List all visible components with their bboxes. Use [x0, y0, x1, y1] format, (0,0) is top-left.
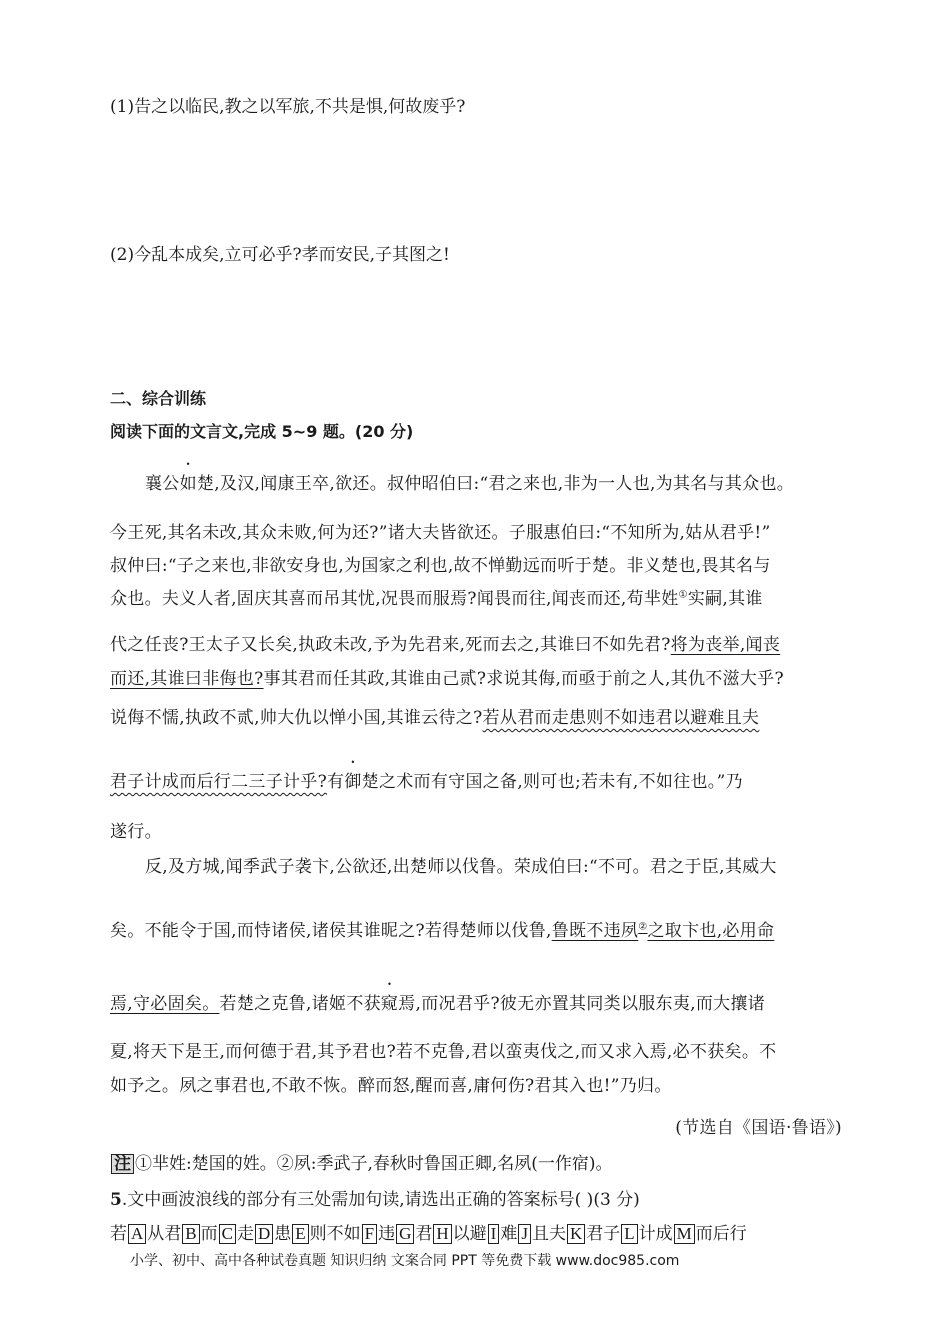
- dotted-char: 御: [344, 772, 362, 792]
- text: 襄公: [145, 474, 180, 494]
- text: 若楚之克鲁,诸姬不获: [219, 994, 381, 1014]
- passage-source: (节选自《国语·鲁语》): [675, 1118, 842, 1138]
- question-1: (1)告之以临民,教之以军旅,不共是惧,何故废乎?: [110, 97, 466, 117]
- sequence-text: 违: [378, 1224, 396, 1244]
- footnote-mark: ①: [678, 589, 688, 601]
- text: 代之任丧?王太子又长矣,执政未改,予为先君来,死而去之,其谁曰不如先君?: [110, 635, 671, 655]
- option-letter-box: K: [567, 1224, 585, 1244]
- text: 楚,及汉,闻康王卒,欲还。叔仲昭伯曰:“君之来也,非为一人也,为其名与其众也。: [196, 474, 795, 494]
- passage-line: [110, 989, 765, 1014]
- passage-line: [110, 664, 784, 689]
- text: 矣。不能令于国,而恃诸侯,诸侯其谁昵之?若得楚师以伐鲁,: [110, 921, 552, 941]
- sequence-text: 难: [500, 1224, 518, 1244]
- sequence-text: 君子: [586, 1224, 621, 1244]
- option-sequence: [110, 1219, 747, 1244]
- text: 众也。夫义人者,固庆其喜而吊其忧,况畏而服焉?闻畏而往,闻丧而还,苟芈姓: [110, 589, 679, 609]
- option-letter-box: I: [488, 1224, 500, 1244]
- note-label: 注: [111, 1154, 134, 1174]
- text: 焉,而况君乎?彼无亦置其同类以服东夷,而大攘诸: [398, 994, 766, 1014]
- option-letter-box: J: [518, 1224, 531, 1244]
- sequence-text: 若: [110, 1224, 127, 1244]
- question-2: (2)今乱本成矣,立可必乎?孝而安民,子其图之!: [110, 245, 450, 265]
- dotted-char: 如: [179, 474, 197, 494]
- sequence-text: 则不如: [309, 1224, 361, 1244]
- sequence-text: 计成: [638, 1224, 673, 1244]
- footnote-mark: ②: [638, 921, 648, 933]
- text: 楚之术而有守国之备,则可也;若未有,不如往也。”乃: [361, 772, 743, 792]
- section-instruction: 阅读下面的文言文,完成 5~9 题。(20 分): [110, 422, 414, 441]
- passage-line: 叔仲曰:“子之来也,非欲安身也,为国家之利也,故不惮勤远而听于楚。非义楚也,畏其名与: [110, 556, 771, 576]
- page-footer: 小学、初中、高中各种试卷真题 知识归纳 文案合同 PPT 等免费下载 www.doc985.com: [130, 1253, 680, 1269]
- passage-line: [110, 703, 759, 728]
- sequence-text: 君: [415, 1224, 433, 1244]
- text: 事其君而任其政,其谁由己贰?求说其侮,而亟于前之人,其仇不滋大乎?: [263, 669, 784, 689]
- passage-line: [110, 630, 780, 655]
- passage-line: [110, 767, 743, 792]
- passage-line: 反,及方城,闻季武子袭卞,公欲还,出楚师以伐鲁。荣成伯曰:“不可。君之于臣,其威大: [145, 857, 777, 877]
- underlined-text: 将为丧举,闻丧: [670, 635, 781, 655]
- passage-line: 如予之。夙之事君也,不敢不恢。醉而怒,醒而喜,庸何伤?君其入也!”乃归。: [110, 1076, 672, 1096]
- option-letter-box: H: [433, 1224, 451, 1244]
- passage-line: 遂行。: [110, 822, 162, 842]
- option-letter-box: L: [621, 1224, 637, 1244]
- text: 实嗣,其谁: [687, 589, 763, 609]
- passage-line: [110, 584, 763, 609]
- question-text: .文中画波浪线的部分有三处需加句读,请选出正确的答案标号( )(3 分): [121, 1190, 640, 1210]
- question-number: 5: [110, 1190, 122, 1210]
- underlined-text: 鲁既不违夙: [551, 921, 639, 941]
- option-letter-box: G: [396, 1224, 414, 1244]
- passage-line: [145, 469, 794, 494]
- question-5: [110, 1185, 640, 1210]
- text: 说侮不懦,执政不贰,帅大仇以惮小国,其谁云待之?: [110, 708, 483, 728]
- wavy-underlined-text: 君子计成而后行二三子计乎?: [110, 772, 328, 792]
- option-letter-box: D: [255, 1224, 273, 1244]
- sequence-text: 从君: [147, 1224, 182, 1244]
- text: 有: [327, 772, 345, 792]
- sequence-text: 而: [200, 1224, 218, 1244]
- underlined-text: 而还,其谁曰非侮也?: [110, 669, 264, 689]
- sequence-text: 且夫: [531, 1224, 566, 1244]
- passage-line: 今王死,其名未改,其众未败,何为还?”诸大夫皆欲还。子服惠伯曰:“不知所为,姑从君乎!”: [110, 523, 771, 543]
- sequence-text: 以避: [452, 1224, 487, 1244]
- sequence-text: 走: [236, 1224, 254, 1244]
- option-letter-box: M: [674, 1224, 695, 1244]
- dotted-char: 窥: [380, 994, 399, 1014]
- option-letter-box: F: [362, 1224, 377, 1244]
- option-letter-box: C: [219, 1224, 236, 1244]
- passage-line: 夏,将天下是王,而何德于君,其予君也?若不克鲁,君以蛮夷伐之,而又求入焉,必不获矣。不: [110, 1042, 777, 1062]
- underlined-text: 之取卞也,必用命: [647, 921, 775, 941]
- passage-line: [110, 916, 774, 941]
- sequence-text: 而后行: [695, 1224, 747, 1244]
- wavy-underlined-text: 若从君而走患则不如违君以避难且夫: [482, 708, 760, 728]
- option-letter-box: A: [128, 1224, 146, 1244]
- underlined-text: 焉,守必固矣。: [110, 994, 220, 1014]
- option-letter-box: B: [182, 1224, 199, 1244]
- option-letter-box: E: [292, 1224, 308, 1244]
- note: [110, 1149, 613, 1174]
- sequence-text: 患: [274, 1224, 292, 1244]
- section-title: 二、综合训练: [110, 389, 207, 408]
- note-text: ①芈姓:楚国的姓。②夙:季武子,春秋时鲁国正卿,名夙(一作宿)。: [135, 1154, 613, 1174]
